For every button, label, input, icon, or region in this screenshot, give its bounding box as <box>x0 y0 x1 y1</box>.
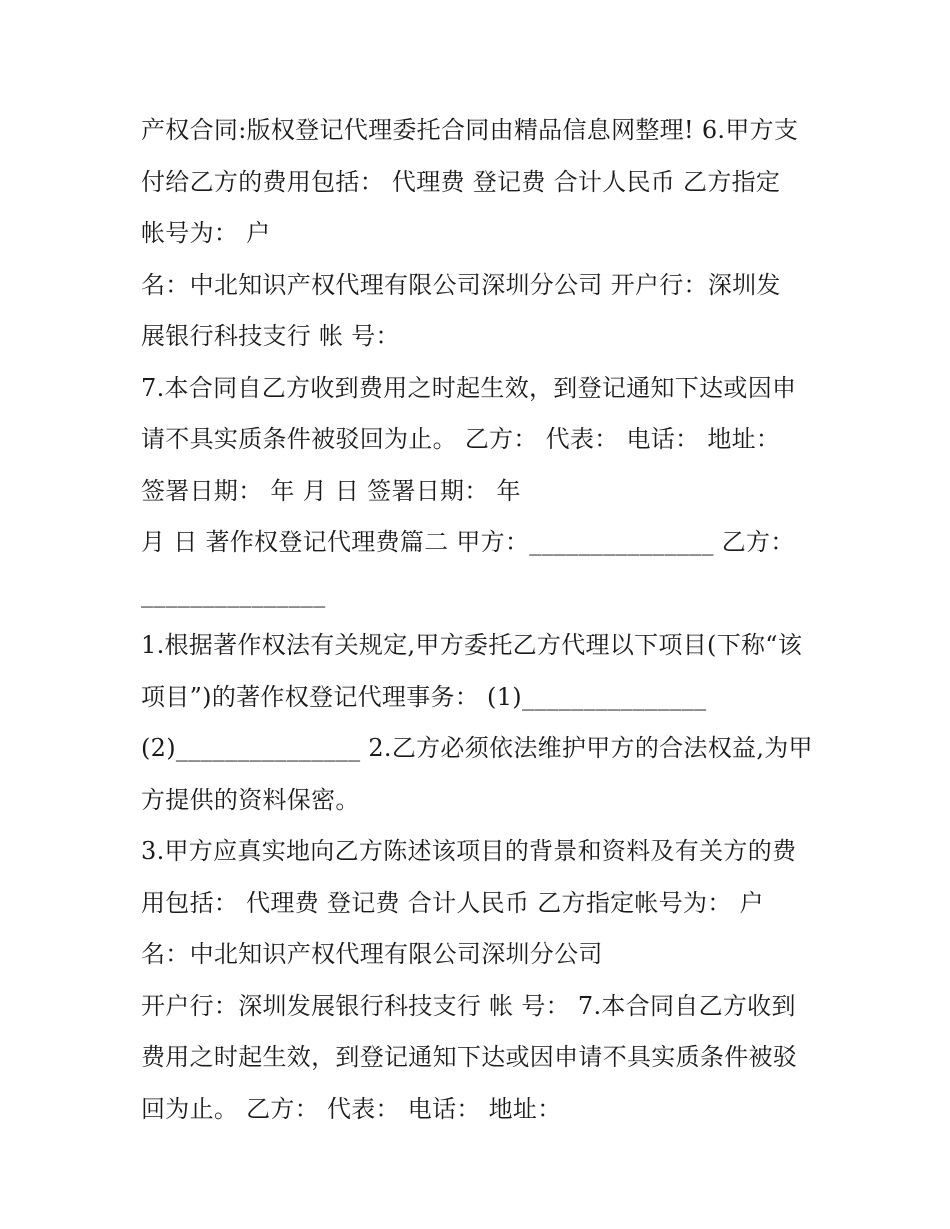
text-line: 帐号为： 户 <box>141 219 271 247</box>
text-line: 名：中北知识产权代理有限公司深圳分公司 开户行：深圳发 <box>141 270 781 299</box>
text-line: 7.本合同自乙方收到费用之时起生效，到登记通知下达或因申 <box>141 373 797 402</box>
text-line: 回为止。 乙方： 代表： 电话： 地址： <box>141 1094 562 1123</box>
text-line: 产权合同:版权登记代理委托合同由精品信息网整理! 6.甲方支 <box>141 116 799 144</box>
text-line: 项目”)的著作权登记代理事务： (1)_______________ <box>141 682 707 711</box>
text-line: 开户行：深圳发展银行科技支行 帐 号： 7.本合同自乙方收到 <box>141 991 796 1020</box>
text-line: 用包括： 代理费 登记费 合计人民币 乙方指定帐号为： 户 <box>141 888 764 917</box>
text-line: 展银行科技支行 帐 号： <box>141 322 400 350</box>
text-line: 费用之时起生效，到登记通知下达或因申请不具实质条件被驳 <box>141 1043 798 1071</box>
text-line: _______________ <box>141 579 326 608</box>
text-line: 方提供的资料保密。 <box>141 785 360 814</box>
text-line: 名：中北知识产权代理有限公司深圳分公司 <box>141 940 603 968</box>
text-line: 3.甲方应真实地向乙方陈述该项目的背景和资料及有关方的费 <box>141 837 797 865</box>
text-line: (2)_______________ 2.乙方必须依法维护甲方的合法权益,为甲 <box>141 734 813 762</box>
text-line: 付给乙方的费用包括： 代理费 登记费 合计人民币 乙方指定 <box>141 167 781 196</box>
text-line: 请不具实质条件被驳回为止。 乙方： 代表： 电话： 地址： <box>141 425 781 453</box>
text-line: 签署日期： 年 月 日 签署日期： 年 <box>141 476 521 505</box>
contract-text <box>141 105 821 1135</box>
text-line: 1.根据著作权法有关规定,甲方委托乙方代理以下项目(下称“该 <box>141 631 803 659</box>
text-line: 月 日 著作权登记代理费篇二 甲方：_______________ 乙方： <box>141 528 795 556</box>
